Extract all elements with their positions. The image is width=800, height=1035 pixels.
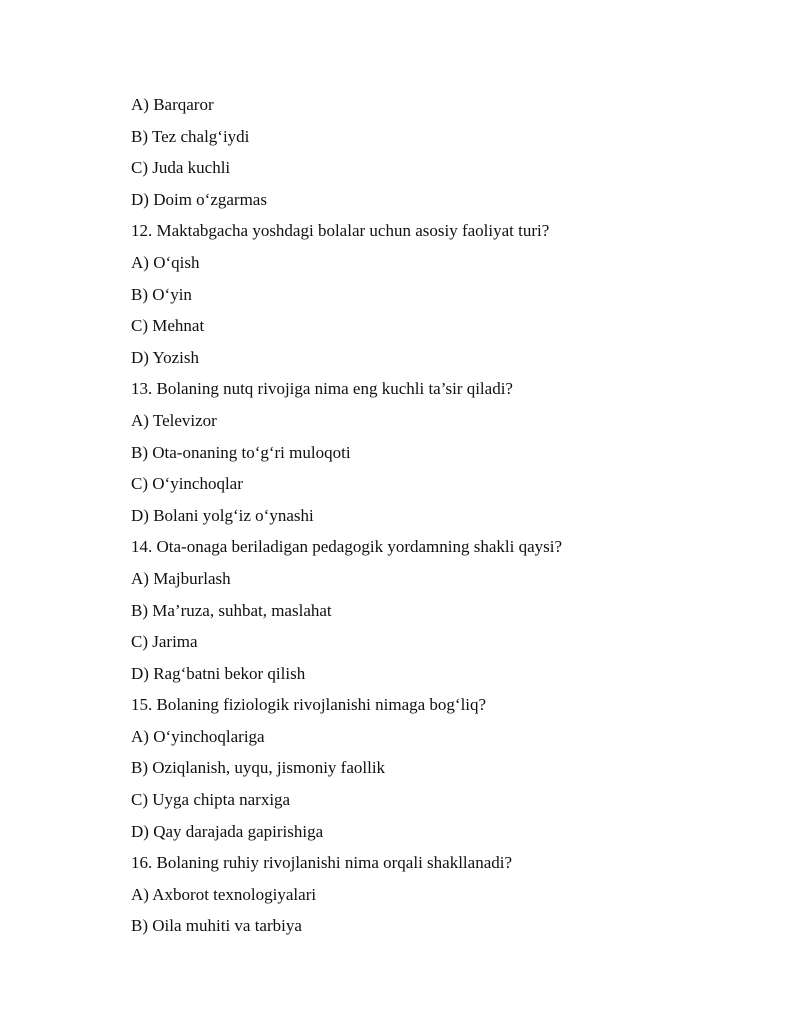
option-line: C) Mehnat: [131, 316, 205, 336]
question-line: 14. Ota-onaga beriladigan pedagogik yordamning shakli qaysi?: [131, 537, 563, 557]
option-line: B) O‘yin: [131, 284, 192, 304]
option-line: D) Doim o‘zgarmas: [131, 189, 267, 209]
question-line: 16. Bolaning ruhiy rivojlanishi nima orqali shakllanadi?: [131, 853, 513, 873]
option-line: A) Barqaror: [131, 95, 214, 114]
option-line: C) Uyga chipta narxiga: [131, 790, 291, 810]
option-line: A) Axborot texnologiyalari: [131, 884, 317, 904]
question-line: 12. Maktabgacha yoshdagi bolalar uchun asosiy faoliyat turi?: [131, 221, 550, 241]
option-line: B) Ota-onaning to‘g‘ri muloqoti: [131, 442, 351, 462]
option-line: A) Majburlash: [131, 568, 231, 588]
option-line: B) Tez chalg‘iydi: [131, 126, 250, 146]
option-line: A) O‘qish: [131, 252, 200, 272]
option-line: D) Rag‘batni bekor qilish: [131, 663, 306, 683]
option-line: A) O‘yinchoqlariga: [131, 726, 265, 746]
option-line: A) Televizor: [131, 410, 217, 430]
document-page: [131, 94, 751, 947]
question-line: 13. Bolaning nutq rivojiga nima eng kuchli ta’sir qiladi?: [131, 379, 513, 399]
option-line: B) Oziqlanish, uyqu, jismoniy faollik: [131, 758, 386, 778]
option-line: D) Qay darajada gapirishiga: [131, 821, 324, 841]
option-line: D) Bolani yolg‘iz o‘ynashi: [131, 505, 314, 525]
option-line: C) Juda kuchli: [131, 158, 231, 178]
option-line: C) Jarima: [131, 632, 198, 652]
option-line: B) Oila muhiti va tarbiya: [131, 916, 302, 936]
option-line: C) O‘yinchoqlar: [131, 474, 243, 494]
option-line: B) Ma’ruza, suhbat, maslahat: [131, 600, 332, 620]
question-line: 15. Bolaning fiziologik rivojlanishi nimaga bog‘liq?: [131, 695, 487, 715]
option-line: D) Yozish: [131, 347, 200, 367]
